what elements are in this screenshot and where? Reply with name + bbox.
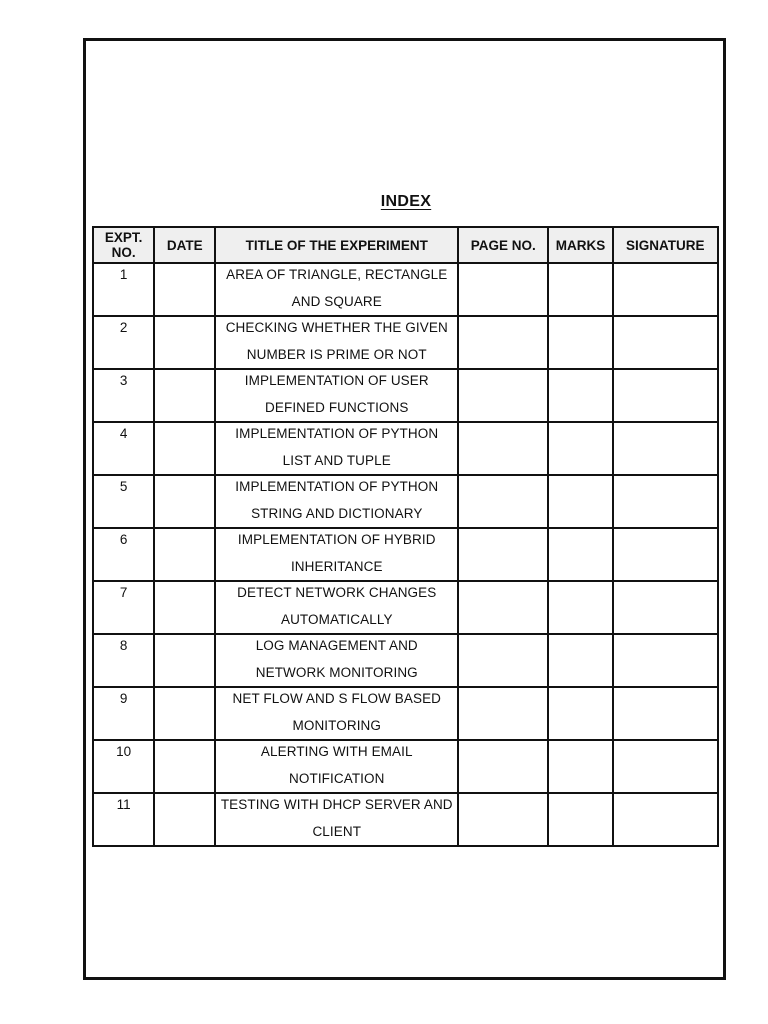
signature-cell — [613, 528, 718, 581]
header-page-no: PAGE NO. — [458, 227, 548, 263]
experiment-title: TESTING WITH DHCP SERVER AND CLIENT — [220, 797, 453, 839]
title-cell — [215, 316, 458, 369]
experiment-title: IMPLEMENTATION OF PYTHON STRING AND DICTIONARY — [235, 479, 439, 521]
marks-cell — [548, 369, 612, 422]
table-row — [93, 475, 718, 528]
date-cell — [154, 793, 215, 846]
page-no-cell — [458, 475, 548, 528]
expt-no-cell — [93, 528, 154, 581]
signature-cell — [613, 740, 718, 793]
experiment-title: IMPLEMENTATION OF USER DEFINED FUNCTIONS — [244, 373, 429, 415]
header-date: DATE — [154, 227, 215, 263]
experiment-title: IMPLEMENTATION OF PYTHON LIST AND TUPLE — [235, 426, 439, 468]
table-row — [93, 369, 718, 422]
expt-no-cell — [93, 316, 154, 369]
page-no-cell — [458, 316, 548, 369]
date-cell — [154, 634, 215, 687]
experiment-title: CHECKING WHETHER THE GIVEN NUMBER IS PRIME OR NOT — [225, 320, 448, 362]
expt-no: 5 — [119, 479, 128, 494]
table-body — [93, 263, 718, 846]
expt-no-cell — [93, 263, 154, 316]
experiment-title: DETECT NETWORK CHANGES AUTOMATICALLY — [237, 585, 437, 627]
experiment-title: NET FLOW AND S FLOW BASED MONITORING — [232, 691, 442, 733]
page-no-cell — [458, 422, 548, 475]
table-row — [93, 634, 718, 687]
table-row — [93, 793, 718, 846]
signature-cell — [613, 687, 718, 740]
expt-no: 8 — [119, 638, 128, 653]
title-cell — [215, 634, 458, 687]
expt-no: 10 — [116, 744, 132, 759]
header-marks: MARKS — [548, 227, 612, 263]
page-no-cell — [458, 740, 548, 793]
expt-no-cell — [93, 687, 154, 740]
expt-no: 4 — [119, 426, 128, 441]
marks-cell — [548, 793, 612, 846]
title-cell — [215, 740, 458, 793]
expt-no: 11 — [116, 797, 131, 812]
page-no-cell — [458, 634, 548, 687]
signature-cell — [613, 793, 718, 846]
marks-cell — [548, 740, 612, 793]
expt-no: 6 — [119, 532, 128, 547]
experiment-title: ALERTING WITH EMAIL NOTIFICATION — [260, 744, 413, 786]
header-signature: SIGNATURE — [613, 227, 718, 263]
date-cell — [154, 740, 215, 793]
date-cell — [154, 263, 215, 316]
expt-no-cell — [93, 369, 154, 422]
date-cell — [154, 369, 215, 422]
table-header-row — [93, 227, 718, 263]
signature-cell — [613, 634, 718, 687]
date-cell — [154, 422, 215, 475]
signature-cell — [613, 581, 718, 634]
signature-cell — [613, 369, 718, 422]
signature-cell — [613, 475, 718, 528]
marks-cell — [548, 475, 612, 528]
expt-no-cell — [93, 581, 154, 634]
title-cell — [215, 263, 458, 316]
page-no-cell — [458, 263, 548, 316]
marks-cell — [548, 687, 612, 740]
title-cell — [215, 793, 458, 846]
date-cell — [154, 528, 215, 581]
date-cell — [154, 581, 215, 634]
marks-cell — [548, 316, 612, 369]
signature-cell — [613, 316, 718, 369]
expt-no-cell — [93, 475, 154, 528]
index-table — [92, 226, 719, 847]
table-row — [93, 316, 718, 369]
page-no-cell — [458, 581, 548, 634]
expt-no: 3 — [119, 373, 128, 388]
marks-cell — [548, 263, 612, 316]
expt-no-cell — [93, 740, 154, 793]
title-cell — [215, 581, 458, 634]
table-row — [93, 687, 718, 740]
date-cell — [154, 687, 215, 740]
experiment-title: IMPLEMENTATION OF HYBRID INHERITANCE — [237, 532, 436, 574]
page-title: INDEX — [380, 193, 432, 210]
expt-no: 9 — [119, 691, 128, 706]
expt-no: 2 — [119, 320, 128, 335]
page-no-cell — [458, 369, 548, 422]
experiment-title: AREA OF TRIANGLE, RECTANGLE AND SQUARE — [226, 267, 448, 309]
page-no-cell — [458, 793, 548, 846]
marks-cell — [548, 422, 612, 475]
header-title: TITLE OF THE EXPERIMENT — [215, 227, 458, 263]
table-row — [93, 263, 718, 316]
page-no-cell — [458, 687, 548, 740]
expt-no-cell — [93, 634, 154, 687]
date-cell — [154, 316, 215, 369]
signature-cell — [613, 263, 718, 316]
table-row — [93, 740, 718, 793]
title-cell — [215, 369, 458, 422]
title-cell — [215, 422, 458, 475]
title-cell — [215, 528, 458, 581]
expt-no: 7 — [119, 585, 128, 600]
table-row — [93, 422, 718, 475]
expt-no-cell — [93, 422, 154, 475]
marks-cell — [548, 634, 612, 687]
page-no-cell — [458, 528, 548, 581]
table-row — [93, 528, 718, 581]
date-cell — [154, 475, 215, 528]
expt-no: 1 — [119, 267, 128, 282]
marks-cell — [548, 528, 612, 581]
experiment-title: LOG MANAGEMENT AND NETWORK MONITORING — [255, 638, 418, 680]
expt-no-cell — [93, 793, 154, 846]
table-row — [93, 581, 718, 634]
signature-cell — [613, 422, 718, 475]
title-cell — [215, 475, 458, 528]
header-expt-no: EXPT. NO. — [93, 227, 154, 263]
title-cell — [215, 687, 458, 740]
marks-cell — [548, 581, 612, 634]
